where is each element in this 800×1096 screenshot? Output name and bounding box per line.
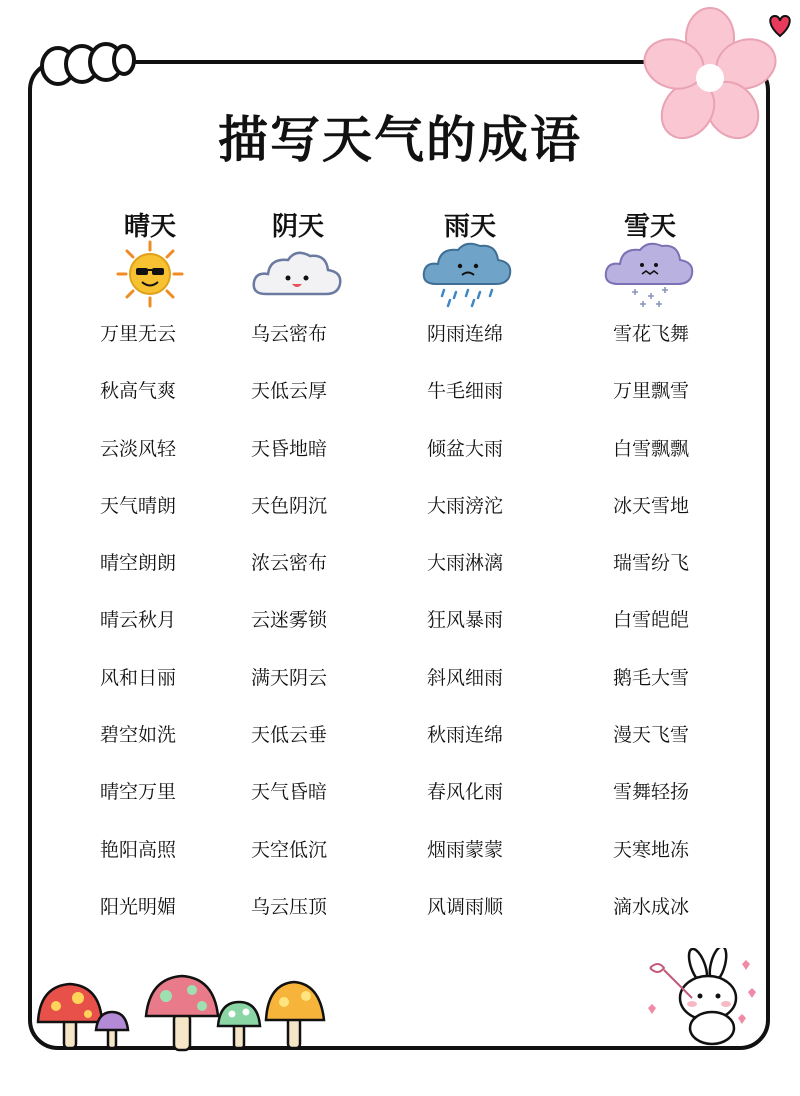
heading-rainy: 雨天 — [443, 212, 496, 242]
list-item: 晴空朗朗 — [100, 552, 177, 575]
list-item: 风调雨顺 — [427, 895, 504, 918]
list-item: 瑞雪纷飞 — [613, 552, 690, 575]
list-item: 风和日丽 — [100, 666, 177, 689]
list-item: 阳光明媚 — [100, 895, 177, 918]
list-item: 秋高气爽 — [100, 380, 177, 403]
list-item: 天气晴朗 — [100, 494, 177, 517]
list-item: 晴云秋月 — [100, 609, 177, 632]
list-item: 天气昏暗 — [251, 781, 328, 804]
list-item: 浓云密布 — [251, 552, 328, 575]
list-item: 漫天飞雪 — [613, 724, 690, 747]
list-item: 鹅毛大雪 — [613, 666, 690, 689]
binder-rings-icon — [36, 38, 136, 88]
sun-icon — [100, 238, 200, 310]
list-item: 万里无云 — [100, 323, 177, 345]
list-item: 阴雨连绵 — [427, 323, 504, 345]
list-item: 秋雨连绵 — [427, 724, 504, 747]
list-item: 大雨滂沱 — [427, 494, 504, 517]
list-item: 春风化雨 — [427, 781, 504, 804]
list-item: 斜风细雨 — [427, 666, 504, 689]
list-item: 晴空万里 — [100, 781, 177, 804]
list-item: 白雪皑皑 — [613, 609, 690, 632]
heading-snowy: 雪天 — [623, 212, 676, 242]
list-item: 冰天雪地 — [613, 494, 690, 517]
list-item: 天寒地冻 — [613, 838, 690, 861]
page-title: 描写天气的成语 — [218, 111, 582, 169]
list-item: 雪舞轻扬 — [613, 781, 690, 804]
list-item: 雪花飞舞 — [613, 323, 690, 345]
list-item: 滴水成冰 — [613, 895, 690, 918]
list-item: 天低云厚 — [251, 380, 328, 403]
list-item: 倾盆大雨 — [427, 437, 504, 460]
list-item: 乌云密布 — [251, 323, 328, 345]
list-item: 万里飘雪 — [613, 380, 690, 403]
list-item: 牛毛细雨 — [427, 380, 504, 403]
snowy-idioms-list — [613, 312, 773, 942]
cloud-icon — [246, 238, 346, 310]
rain-cloud-icon — [418, 238, 518, 310]
mushrooms-icon — [34, 972, 344, 1054]
list-item: 狂风暴雨 — [427, 609, 504, 632]
sunny-idioms-list — [100, 312, 260, 942]
list-item: 碧空如洗 — [100, 724, 177, 747]
rainy-idioms-list — [427, 312, 587, 942]
list-item: 满天阴云 — [251, 666, 328, 689]
bunny-icon — [630, 948, 770, 1048]
heading-sunny: 晴天 — [123, 212, 176, 242]
list-item: 天色阴沉 — [251, 494, 328, 517]
list-item: 天低云垂 — [251, 724, 328, 747]
list-item: 天昏地暗 — [251, 437, 328, 460]
list-item: 大雨淋漓 — [427, 552, 504, 575]
heart-icon — [766, 12, 794, 38]
heading-cloudy: 阴天 — [271, 212, 324, 242]
snow-cloud-icon — [598, 238, 698, 310]
list-item: 白雪飘飘 — [613, 437, 690, 460]
list-item: 艳阳高照 — [100, 838, 177, 861]
list-item: 乌云压顶 — [251, 895, 328, 918]
list-item: 天空低沉 — [251, 838, 328, 861]
list-item: 云迷雾锁 — [251, 609, 328, 632]
list-item: 云淡风轻 — [100, 437, 177, 460]
cloudy-idioms-list — [251, 312, 411, 942]
list-item: 烟雨蒙蒙 — [427, 838, 504, 861]
